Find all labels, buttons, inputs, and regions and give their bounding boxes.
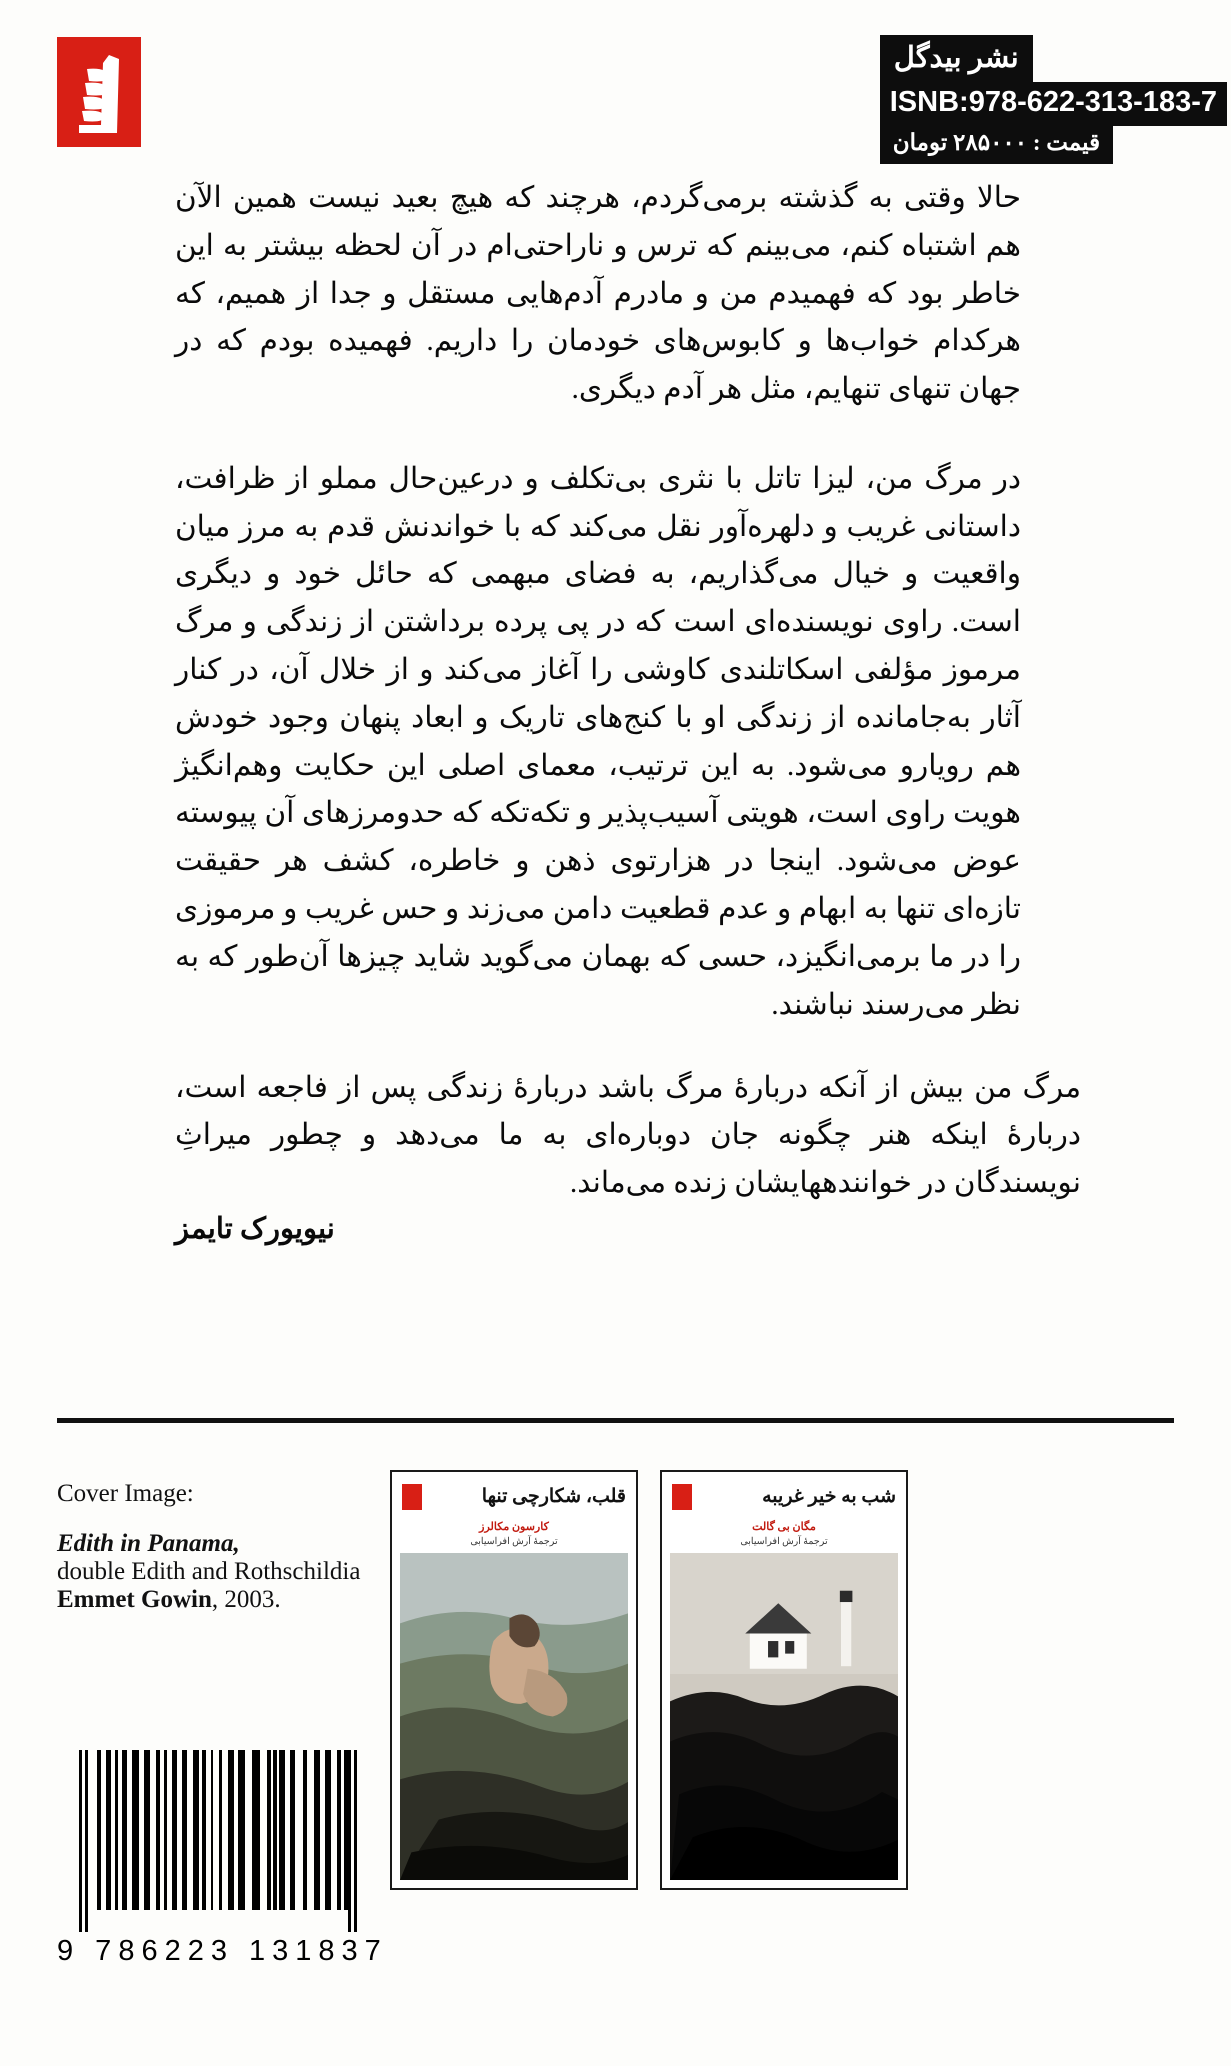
back-cover-text — [0, 175, 1231, 1029]
barcode — [57, 1750, 388, 1968]
bidgol-logo-mini-1 — [672, 1484, 692, 1510]
related-books-row — [390, 1470, 908, 1890]
price-badge: قیمت : ۲۸۵۰۰۰ تومان — [880, 125, 1113, 164]
related-book-1-translator: ترجمۀ آرش افراسیابی — [740, 1537, 828, 1547]
related-book-2[interactable] — [390, 1470, 638, 1890]
publisher-badges — [880, 35, 1226, 164]
bidgol-logo-mini-2 — [402, 1484, 422, 1510]
horizontal-divider — [57, 1418, 1174, 1423]
related-book-1[interactable] — [660, 1470, 908, 1890]
related-book-2-title: قلب، شکارچی تنها — [481, 1486, 626, 1507]
isbn-badge: ISNB:978-622-313-183-7 — [880, 82, 1227, 126]
related-book-2-translator: ترجمۀ آرش افراسیابی — [470, 1537, 558, 1547]
header-zone — [0, 0, 1231, 175]
related-book-1-title: شب به خیر غریبه — [762, 1486, 896, 1507]
barcode-digits: 9 786223 131837 — [57, 1935, 388, 1967]
book-description-paragraph: در مرگ من، لیزا تاتل با نثری بی‌تکلف و درعین‌حال مملو از ظرافت، داستانی غریب و دلهره‌آور نقل می‌کند که با خواندنش قدم به مرز میان واقعیت و خیال می‌گذاریم، به فضای مبهمی که حائل خود و دیگری است. راوی نویسنده‌ای است که در پی پرده برداشتن از زندگی و مرگ مرموز مؤلفی اسکاتلندی کاوشی را آغاز می‌کند و از خلال آن، در کنار آثار به‌جامانده از زندگی او با کنج‌های تاریک و ابعاد پنهان وجود خودش هم رویارو می‌شود. به این ترتیب، معمای اصلی این حکایت وهم‌انگیژ هویت راوی است، هویتی آسیب‌پذیر و تکه‌تکه که حدومرزهای آن پیوسته عوض می‌شود. اینجا در هزارتوی ذهن و خاطره، کشف هر حقیقت تازه‌ای تنها به ابهام و عدم قطعیت دامن می‌زند و حس غریب و مرموزی را در ما برمی‌انگیزد، حسی که بهمان می‌گوید شاید چیزها آن‌طور که به نظر می‌رسند نباشند. — [175, 462, 1021, 1021]
related-book-2-header — [392, 1472, 636, 1514]
cover-image-subtitle: double Edith and Rothschildia — [57, 1558, 361, 1585]
review-quote-text: مرگ من بیش از آنکه دربارهٔ مرگ باشد دربارهٔ زندگی پس از فاجعه است، دربارهٔ اینکه هنر چگونه جان دوباره‌ای به ما می‌دهد و چطور میراثِ نویسندگان در خوانندههایشان زنده می‌ماند. — [175, 1072, 1081, 1199]
lighthouse-on-rocks-artwork — [670, 1553, 898, 1880]
review-quote-source: نیویورک تایمز — [175, 1212, 335, 1245]
related-book-1-header — [662, 1472, 906, 1514]
bidgol-publisher-logo — [57, 37, 141, 147]
review-quote-block — [0, 1065, 1231, 1246]
publisher-name-badge: نشر بیدگل — [880, 35, 1033, 83]
cover-image-year: , 2003. — [211, 1586, 281, 1613]
barcode-bars — [57, 1750, 357, 1932]
cover-image-author: Emmet Gowin — [57, 1586, 212, 1613]
cover-image-heading: Cover Image: — [57, 1480, 194, 1507]
related-book-2-author: کارسون مکالرز — [479, 1521, 549, 1533]
related-book-1-author: مگان بی گالت — [752, 1521, 816, 1533]
book-excerpt-paragraph: حالا وقتی به گذشته برمی‌گردم، هرچند که هیچ بعید نیست همین الآن هم اشتباه کنم، می‌بینم که ترس و ناراحتی‌ام در آن لحظه بیشتر به این خاطر بود که فهمیدم من و مادرم آدم‌هایی مستقل و جدا از همیم، که هرکدام خواب‌ها و کابوس‌های خودمان را داریم. فهمیده بودم که در جهان تنهای تنهایم، مثل هر آدم دیگری. — [175, 182, 1021, 406]
figure-on-hillside-artwork — [400, 1553, 628, 1880]
footer-zone — [0, 1450, 1231, 2066]
cover-image-credit — [57, 1480, 387, 1614]
cover-image-author-line — [57, 1586, 387, 1614]
cover-image-title: Edith in Panama, — [57, 1530, 240, 1557]
